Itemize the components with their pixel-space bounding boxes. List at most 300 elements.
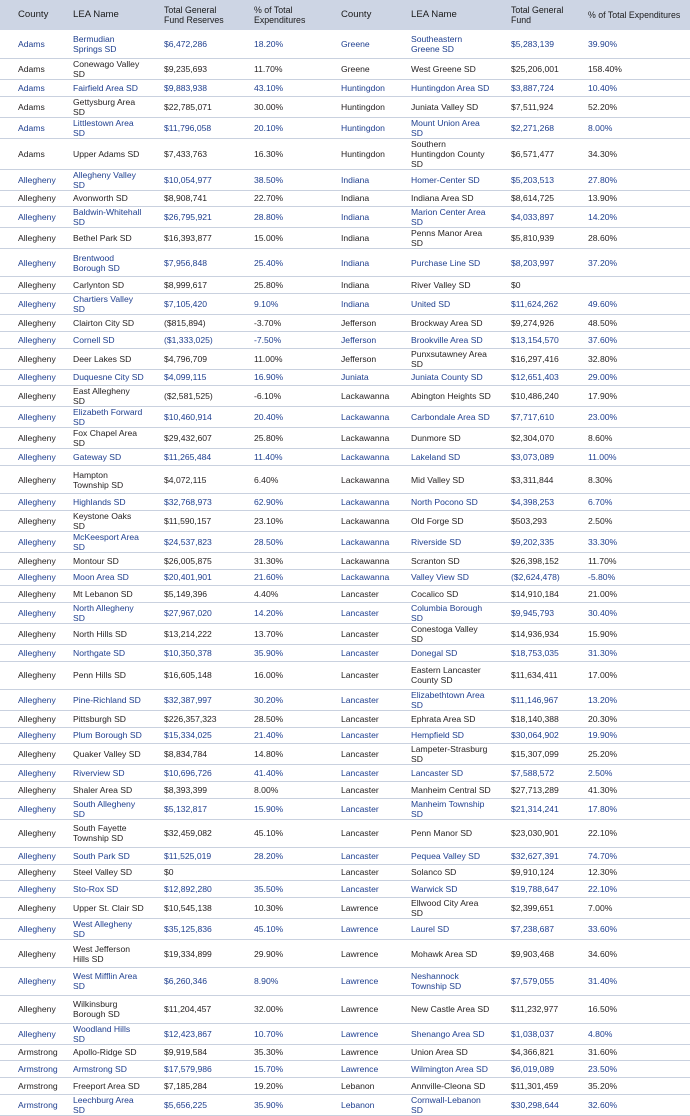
right-reserves-cell: ($2,624,478) <box>493 569 570 586</box>
right-county-cell: Indiana <box>323 293 393 314</box>
left-lea-name-cell: Armstrong SD <box>55 1061 146 1078</box>
left-lea-name-cell: South Allegheny SD <box>55 798 146 819</box>
left-reserves-cell: $4,072,115 <box>146 466 236 494</box>
right-county-cell: Juniata <box>323 369 393 386</box>
right-reserves-cell: $3,887,724 <box>493 79 570 96</box>
right-county-cell: Lancaster <box>323 765 393 782</box>
right-reserves-cell: $2,399,651 <box>493 898 570 919</box>
right-reserves-cell: $4,033,897 <box>493 207 570 228</box>
left-pct-cell: -3.70% <box>236 314 323 331</box>
right-pct-cell: 32.80% <box>570 348 690 369</box>
left-county-cell: Allegheny <box>0 531 55 552</box>
left-reserves-cell: $32,387,997 <box>146 689 236 710</box>
left-county-cell: Allegheny <box>0 228 55 249</box>
right-county-cell: Lawrence <box>323 940 393 968</box>
left-county-cell: Allegheny <box>0 449 55 466</box>
left-reserves-cell: $22,785,071 <box>146 96 236 117</box>
left-reserves-cell: $35,125,836 <box>146 919 236 940</box>
left-pct-cell: 35.90% <box>236 1094 323 1115</box>
right-county-cell: Lackawanna <box>323 407 393 428</box>
left-pct-cell: 16.00% <box>236 661 323 689</box>
left-reserves-cell: $10,545,138 <box>146 898 236 919</box>
right-lea-name-cell: Dunmore SD <box>393 428 493 449</box>
right-county-cell: Lawrence <box>323 1023 393 1044</box>
right-county-cell: Lancaster <box>323 847 393 864</box>
left-pct-cell: 22.70% <box>236 190 323 207</box>
left-pct-cell: 8.90% <box>236 967 323 995</box>
header-county-right: County <box>323 0 393 31</box>
right-reserves-cell: $10,486,240 <box>493 386 570 407</box>
left-county-cell: Allegheny <box>0 624 55 645</box>
right-lea-name-cell: Scranton SD <box>393 552 493 569</box>
table-row <box>0 348 690 369</box>
table-row <box>0 293 690 314</box>
right-pct-cell: 13.90% <box>570 190 690 207</box>
right-lea-name-cell: West Greene SD <box>393 58 493 79</box>
table-row <box>0 466 690 494</box>
right-county-cell: Lackawanna <box>323 428 393 449</box>
right-reserves-cell: $5,810,939 <box>493 228 570 249</box>
right-reserves-cell: $15,307,099 <box>493 744 570 765</box>
right-lea-name-cell: Carbondale Area SD <box>393 407 493 428</box>
table-row <box>0 79 690 96</box>
right-county-cell: Lancaster <box>323 819 393 847</box>
right-lea-name-cell: Solanco SD <box>393 864 493 881</box>
right-lea-name-cell: Cornwall-Lebanon SD <box>393 1094 493 1115</box>
left-pct-cell: 38.50% <box>236 169 323 190</box>
right-lea-name-cell: Union Area SD <box>393 1044 493 1061</box>
header-reserves-left: Total General Fund Reserves <box>146 0 236 31</box>
right-pct-cell: 35.20% <box>570 1078 690 1095</box>
right-reserves-cell: $23,030,901 <box>493 819 570 847</box>
left-pct-cell: 35.30% <box>236 1044 323 1061</box>
right-county-cell: Huntingdon <box>323 79 393 96</box>
left-pct-cell: 6.40% <box>236 466 323 494</box>
left-pct-cell: 8.00% <box>236 782 323 799</box>
left-lea-name-cell: Freeport Area SD <box>55 1078 146 1095</box>
right-pct-cell: 23.50% <box>570 1061 690 1078</box>
left-county-cell: Allegheny <box>0 466 55 494</box>
left-lea-name-cell: Leechburg Area SD <box>55 1094 146 1115</box>
left-reserves-cell: $32,768,973 <box>146 493 236 510</box>
right-pct-cell: -5.80% <box>570 569 690 586</box>
table-row <box>0 847 690 864</box>
right-county-cell: Lancaster <box>323 710 393 727</box>
left-reserves-cell: $6,472,286 <box>146 31 236 59</box>
left-reserves-cell: $10,460,914 <box>146 407 236 428</box>
right-lea-name-cell: Juniata Valley SD <box>393 96 493 117</box>
right-county-cell: Lackawanna <box>323 569 393 586</box>
left-county-cell: Allegheny <box>0 710 55 727</box>
left-lea-name-cell: East Allegheny SD <box>55 386 146 407</box>
left-reserves-cell: $11,525,019 <box>146 847 236 864</box>
left-pct-cell: 4.40% <box>236 586 323 603</box>
right-county-cell: Lackawanna <box>323 449 393 466</box>
header-lea-right: LEA Name <box>393 0 493 31</box>
left-county-cell: Allegheny <box>0 277 55 294</box>
left-pct-cell: 28.80% <box>236 207 323 228</box>
left-county-cell: Allegheny <box>0 331 55 348</box>
left-county-cell: Allegheny <box>0 386 55 407</box>
left-pct-cell: 19.20% <box>236 1078 323 1095</box>
table-row <box>0 898 690 919</box>
left-reserves-cell: $26,795,921 <box>146 207 236 228</box>
right-county-cell: Lackawanna <box>323 552 393 569</box>
right-reserves-cell: $11,624,262 <box>493 293 570 314</box>
table-row <box>0 96 690 117</box>
right-pct-cell: 34.30% <box>570 138 690 169</box>
right-county-cell: Lancaster <box>323 798 393 819</box>
right-reserves-cell: $7,717,610 <box>493 407 570 428</box>
right-lea-name-cell: Conestoga Valley SD <box>393 624 493 645</box>
left-county-cell: Adams <box>0 79 55 96</box>
left-county-cell: Allegheny <box>0 744 55 765</box>
table-row <box>0 249 690 277</box>
right-county-cell: Indiana <box>323 277 393 294</box>
left-reserves-cell: $13,214,222 <box>146 624 236 645</box>
right-pct-cell: 2.50% <box>570 765 690 782</box>
left-county-cell: Allegheny <box>0 898 55 919</box>
right-reserves-cell: $9,202,335 <box>493 531 570 552</box>
table-row <box>0 58 690 79</box>
table-row <box>0 531 690 552</box>
left-reserves-cell: $8,834,784 <box>146 744 236 765</box>
right-county-cell: Jefferson <box>323 331 393 348</box>
right-pct-cell: 6.70% <box>570 493 690 510</box>
right-reserves-cell: $9,910,124 <box>493 864 570 881</box>
table-row <box>0 881 690 898</box>
left-pct-cell: 16.90% <box>236 369 323 386</box>
right-pct-cell: 31.40% <box>570 967 690 995</box>
left-county-cell: Armstrong <box>0 1094 55 1115</box>
left-pct-cell: 25.40% <box>236 249 323 277</box>
left-lea-name-cell: Mt Lebanon SD <box>55 586 146 603</box>
right-reserves-cell: $7,511,924 <box>493 96 570 117</box>
right-pct-cell: 39.90% <box>570 31 690 59</box>
table-row <box>0 1044 690 1061</box>
right-reserves-cell: $6,019,089 <box>493 1061 570 1078</box>
right-pct-cell: 74.70% <box>570 847 690 864</box>
right-lea-name-cell: Columbia Borough SD <box>393 603 493 624</box>
right-county-cell: Lancaster <box>323 586 393 603</box>
left-reserves-cell: $27,967,020 <box>146 603 236 624</box>
right-lea-name-cell: Pequea Valley SD <box>393 847 493 864</box>
left-reserves-cell: $7,956,848 <box>146 249 236 277</box>
right-reserves-cell: $8,203,997 <box>493 249 570 277</box>
right-county-cell: Jefferson <box>323 314 393 331</box>
left-lea-name-cell: Carlynton SD <box>55 277 146 294</box>
left-lea-name-cell: Pine-Richland SD <box>55 689 146 710</box>
right-county-cell: Lawrence <box>323 898 393 919</box>
left-county-cell: Adams <box>0 58 55 79</box>
right-lea-name-cell: Juniata County SD <box>393 369 493 386</box>
left-lea-name-cell: Brentwood Borough SD <box>55 249 146 277</box>
left-reserves-cell: $6,260,346 <box>146 967 236 995</box>
right-pct-cell: 41.30% <box>570 782 690 799</box>
right-lea-name-cell: Homer-Center SD <box>393 169 493 190</box>
table-row <box>0 1078 690 1095</box>
left-pct-cell: 13.70% <box>236 624 323 645</box>
right-pct-cell: 14.20% <box>570 207 690 228</box>
right-county-cell: Lawrence <box>323 967 393 995</box>
left-reserves-cell: $17,579,986 <box>146 1061 236 1078</box>
left-reserves-cell: $11,204,457 <box>146 995 236 1023</box>
right-reserves-cell: $3,311,844 <box>493 466 570 494</box>
left-reserves-cell: $5,149,396 <box>146 586 236 603</box>
left-lea-name-cell: Hampton Township SD <box>55 466 146 494</box>
right-lea-name-cell: Ellwood City Area SD <box>393 898 493 919</box>
right-pct-cell: 158.40% <box>570 58 690 79</box>
right-county-cell: Indiana <box>323 190 393 207</box>
right-lea-name-cell: Punxsutawney Area SD <box>393 348 493 369</box>
right-reserves-cell: $30,064,902 <box>493 727 570 744</box>
left-reserves-cell: $16,393,877 <box>146 228 236 249</box>
table-row <box>0 138 690 169</box>
right-county-cell: Lawrence <box>323 995 393 1023</box>
right-pct-cell: 52.20% <box>570 96 690 117</box>
left-lea-name-cell: Fox Chapel Area SD <box>55 428 146 449</box>
table-row <box>0 919 690 940</box>
left-reserves-cell: $32,459,082 <box>146 819 236 847</box>
table-row <box>0 967 690 995</box>
left-county-cell: Allegheny <box>0 919 55 940</box>
right-lea-name-cell: Penns Manor Area SD <box>393 228 493 249</box>
left-county-cell: Armstrong <box>0 1061 55 1078</box>
left-pct-cell: 43.10% <box>236 79 323 96</box>
left-county-cell: Allegheny <box>0 967 55 995</box>
left-reserves-cell: $5,656,225 <box>146 1094 236 1115</box>
left-lea-name-cell: West Jefferson Hills SD <box>55 940 146 968</box>
left-county-cell: Allegheny <box>0 249 55 277</box>
table-row <box>0 645 690 662</box>
right-lea-name-cell: Southeastern Greene SD <box>393 31 493 59</box>
table-row <box>0 428 690 449</box>
table-row <box>0 386 690 407</box>
left-pct-cell: 10.70% <box>236 1023 323 1044</box>
right-lea-name-cell: Marion Center Area SD <box>393 207 493 228</box>
table-row <box>0 864 690 881</box>
header-fund-right: Total General Fund <box>493 0 570 31</box>
left-reserves-cell: $10,054,977 <box>146 169 236 190</box>
right-reserves-cell: $25,206,001 <box>493 58 570 79</box>
left-lea-name-cell: Montour SD <box>55 552 146 569</box>
table-row <box>0 798 690 819</box>
right-lea-name-cell: Lancaster SD <box>393 765 493 782</box>
header-lea-left: LEA Name <box>55 0 146 31</box>
left-reserves-cell: ($2,581,525) <box>146 386 236 407</box>
right-pct-cell: 21.00% <box>570 586 690 603</box>
left-lea-name-cell: Littlestown Area SD <box>55 117 146 138</box>
right-lea-name-cell: Hempfield SD <box>393 727 493 744</box>
left-county-cell: Allegheny <box>0 369 55 386</box>
right-lea-name-cell: Penn Manor SD <box>393 819 493 847</box>
right-lea-name-cell: Neshannock Township SD <box>393 967 493 995</box>
right-lea-name-cell: Old Forge SD <box>393 510 493 531</box>
table-row <box>0 782 690 799</box>
left-lea-name-cell: Steel Valley SD <box>55 864 146 881</box>
right-county-cell: Greene <box>323 31 393 59</box>
left-pct-cell: 18.20% <box>236 31 323 59</box>
right-reserves-cell: $9,945,793 <box>493 603 570 624</box>
right-pct-cell: 4.80% <box>570 1023 690 1044</box>
left-pct-cell: 35.90% <box>236 645 323 662</box>
left-lea-name-cell: Allegheny Valley SD <box>55 169 146 190</box>
right-reserves-cell: $4,366,821 <box>493 1044 570 1061</box>
right-county-cell: Lancaster <box>323 744 393 765</box>
left-reserves-cell: $26,005,875 <box>146 552 236 569</box>
right-pct-cell: 10.40% <box>570 79 690 96</box>
table-row <box>0 1094 690 1115</box>
right-pct-cell: 22.10% <box>570 819 690 847</box>
left-county-cell: Allegheny <box>0 819 55 847</box>
left-pct-cell: 29.90% <box>236 940 323 968</box>
left-county-cell: Allegheny <box>0 727 55 744</box>
left-pct-cell: 20.40% <box>236 407 323 428</box>
table-row <box>0 277 690 294</box>
table-row <box>0 369 690 386</box>
right-reserves-cell: $5,203,513 <box>493 169 570 190</box>
table-row <box>0 940 690 968</box>
left-lea-name-cell: Sto-Rox SD <box>55 881 146 898</box>
table-row <box>0 1023 690 1044</box>
left-pct-cell: 23.10% <box>236 510 323 531</box>
left-county-cell: Allegheny <box>0 348 55 369</box>
right-county-cell: Indiana <box>323 207 393 228</box>
right-reserves-cell: $2,304,070 <box>493 428 570 449</box>
table-row <box>0 117 690 138</box>
right-pct-cell: 25.20% <box>570 744 690 765</box>
left-lea-name-cell: Bethel Park SD <box>55 228 146 249</box>
table-body <box>0 31 690 1116</box>
left-pct-cell: 15.90% <box>236 798 323 819</box>
right-county-cell: Lancaster <box>323 689 393 710</box>
right-county-cell: Lackawanna <box>323 531 393 552</box>
left-county-cell: Allegheny <box>0 493 55 510</box>
left-lea-name-cell: South Fayette Township SD <box>55 819 146 847</box>
right-reserves-cell: $4,398,253 <box>493 493 570 510</box>
left-lea-name-cell: Shaler Area SD <box>55 782 146 799</box>
left-county-cell: Armstrong <box>0 1078 55 1095</box>
left-lea-name-cell: Bermudian Springs SD <box>55 31 146 59</box>
left-lea-name-cell: Penn Hills SD <box>55 661 146 689</box>
right-lea-name-cell: Abington Heights SD <box>393 386 493 407</box>
left-pct-cell: 32.00% <box>236 995 323 1023</box>
table-row <box>0 689 690 710</box>
right-reserves-cell: $1,038,037 <box>493 1023 570 1044</box>
left-lea-name-cell: Fairfield Area SD <box>55 79 146 96</box>
right-county-cell: Lawrence <box>323 1044 393 1061</box>
left-pct-cell: 31.30% <box>236 552 323 569</box>
left-county-cell: Allegheny <box>0 782 55 799</box>
right-lea-name-cell: Lakeland SD <box>393 449 493 466</box>
left-pct-cell: 41.40% <box>236 765 323 782</box>
left-county-cell: Allegheny <box>0 689 55 710</box>
right-lea-name-cell: Donegal SD <box>393 645 493 662</box>
right-pct-cell: 23.00% <box>570 407 690 428</box>
table-row <box>0 493 690 510</box>
left-pct-cell: 45.10% <box>236 819 323 847</box>
table-row <box>0 624 690 645</box>
right-county-cell: Lebanon <box>323 1094 393 1115</box>
right-county-cell: Lawrence <box>323 919 393 940</box>
left-county-cell: Allegheny <box>0 293 55 314</box>
left-reserves-cell: $11,796,058 <box>146 117 236 138</box>
right-reserves-cell: $30,298,644 <box>493 1094 570 1115</box>
right-county-cell: Lancaster <box>323 727 393 744</box>
right-reserves-cell: $8,614,725 <box>493 190 570 207</box>
right-pct-cell: 8.30% <box>570 466 690 494</box>
right-pct-cell: 17.00% <box>570 661 690 689</box>
right-pct-cell: 15.90% <box>570 624 690 645</box>
left-pct-cell: 9.10% <box>236 293 323 314</box>
left-reserves-cell: $5,132,817 <box>146 798 236 819</box>
left-lea-name-cell: West Mifflin Area SD <box>55 967 146 995</box>
left-lea-name-cell: Cornell SD <box>55 331 146 348</box>
left-lea-name-cell: Avonworth SD <box>55 190 146 207</box>
left-reserves-cell: $10,696,726 <box>146 765 236 782</box>
table-row <box>0 744 690 765</box>
left-pct-cell: 14.20% <box>236 603 323 624</box>
left-pct-cell: 16.30% <box>236 138 323 169</box>
left-county-cell: Allegheny <box>0 645 55 662</box>
table-row <box>0 331 690 348</box>
left-lea-name-cell: Pittsburgh SD <box>55 710 146 727</box>
right-pct-cell: 33.60% <box>570 919 690 940</box>
left-pct-cell: 30.20% <box>236 689 323 710</box>
right-reserves-cell: $11,301,459 <box>493 1078 570 1095</box>
left-lea-name-cell: Clairton City SD <box>55 314 146 331</box>
right-reserves-cell: $6,571,477 <box>493 138 570 169</box>
left-county-cell: Adams <box>0 138 55 169</box>
left-reserves-cell: $12,892,280 <box>146 881 236 898</box>
left-pct-cell: -7.50% <box>236 331 323 348</box>
left-county-cell: Allegheny <box>0 940 55 968</box>
left-county-cell: Allegheny <box>0 407 55 428</box>
left-reserves-cell: ($1,333,025) <box>146 331 236 348</box>
right-reserves-cell: $7,579,055 <box>493 967 570 995</box>
table-row <box>0 765 690 782</box>
table-row <box>0 449 690 466</box>
left-lea-name-cell: Keystone Oaks SD <box>55 510 146 531</box>
table-row <box>0 586 690 603</box>
right-lea-name-cell: Lampeter-Strasburg SD <box>393 744 493 765</box>
left-reserves-cell: $8,908,741 <box>146 190 236 207</box>
right-lea-name-cell: Eastern Lancaster County SD <box>393 661 493 689</box>
right-reserves-cell: $18,753,035 <box>493 645 570 662</box>
right-reserves-cell: $9,903,468 <box>493 940 570 968</box>
table-row <box>0 603 690 624</box>
right-reserves-cell: $3,073,089 <box>493 449 570 466</box>
table-row <box>0 552 690 569</box>
table-row <box>0 207 690 228</box>
left-pct-cell: 30.00% <box>236 96 323 117</box>
header-pct-left: % of Total Expenditures <box>236 0 323 31</box>
left-pct-cell: 21.40% <box>236 727 323 744</box>
left-county-cell: Allegheny <box>0 190 55 207</box>
left-reserves-cell: $4,796,709 <box>146 348 236 369</box>
left-county-cell: Allegheny <box>0 552 55 569</box>
right-pct-cell: 31.60% <box>570 1044 690 1061</box>
table-row <box>0 995 690 1023</box>
right-county-cell: Lackawanna <box>323 466 393 494</box>
right-pct-cell: 19.90% <box>570 727 690 744</box>
right-reserves-cell: $32,627,391 <box>493 847 570 864</box>
right-lea-name-cell: Mount Union Area SD <box>393 117 493 138</box>
right-lea-name-cell: Manheim Township SD <box>393 798 493 819</box>
right-county-cell: Lancaster <box>323 881 393 898</box>
table-row <box>0 407 690 428</box>
left-reserves-cell: $10,350,378 <box>146 645 236 662</box>
